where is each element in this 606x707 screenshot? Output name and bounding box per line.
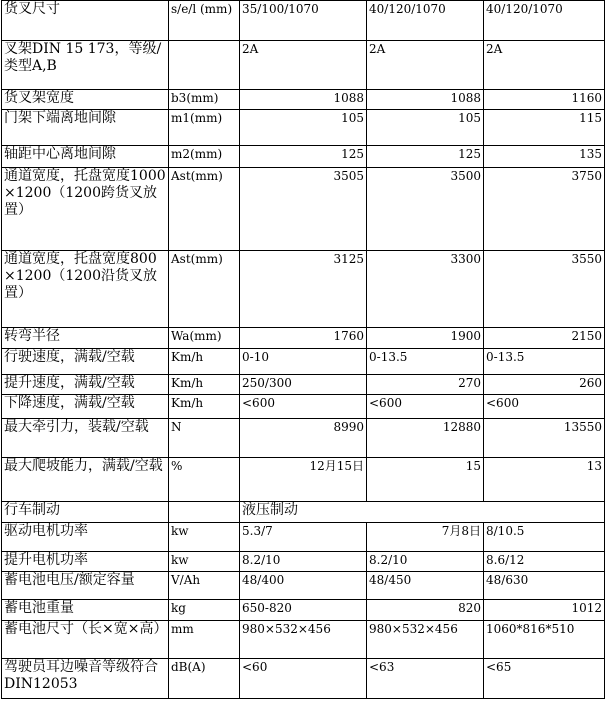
value-cell: 1900 [367,328,484,349]
value-cell: 48/400 [240,572,367,600]
value-cell: 0-10 [240,349,367,375]
value-cell: 3750 [484,168,605,251]
value-cell: 650-820 [240,600,367,621]
row-unit [169,502,240,523]
value-cell: <65 [484,659,605,699]
table-row [2,395,605,419]
value-cell: 260 [484,375,605,395]
row-label: 叉架DIN 15 173，等级/类型A,B [2,41,169,90]
value-cell: 0-13.5 [367,349,484,375]
value-cell: 5.3/7 [240,523,367,552]
row-label: 驱动电机功率 [2,523,169,552]
value-cell: 2A [367,41,484,90]
table-row [2,523,605,552]
value-cell: 105 [240,110,367,146]
row-unit: N [169,419,240,458]
row-unit: Km/h [169,349,240,375]
row-unit: mm [169,621,240,659]
row-label: 提升速度，满载/空载 [2,375,169,395]
value-cell: 1760 [240,328,367,349]
value-cell: 35/100/1070 [240,1,367,41]
row-unit: dB(A) [169,659,240,699]
table-row [2,621,605,659]
row-unit: kw [169,552,240,572]
table-row [2,458,605,502]
row-unit: b3(mm) [169,90,240,110]
value-cell: <600 [240,395,367,419]
table-row [2,419,605,458]
row-label: 轴距中心离地间隙 [2,146,169,168]
value-cell: 980×532×456 [240,621,367,659]
value-cell: 3125 [240,251,367,328]
table-row [2,146,605,168]
table-row [2,375,605,395]
value-cell: 250/300 [240,375,367,395]
value-cell: 125 [240,146,367,168]
value-cell: 15 [367,458,484,502]
table-row [2,251,605,328]
table-row [2,1,605,41]
value-cell: <600 [367,395,484,419]
value-cell: 0-13.5 [484,349,605,375]
row-label: 通道宽度，托盘宽度800×1200（1200沿货叉放置） [2,251,169,328]
row-unit: Wa(mm) [169,328,240,349]
table-row [2,552,605,572]
value-cell: <60 [240,659,367,699]
value-cell: <600 [484,395,605,419]
value-cell: 1160 [484,90,605,110]
row-label: 行驶速度，满载/空载 [2,349,169,375]
value-cell: 3505 [240,168,367,251]
value-cell: 13 [484,458,605,502]
table-row [2,168,605,251]
value-cell: 8/10.5 [484,523,605,552]
value-cell: 8.2/10 [367,552,484,572]
row-label: 货叉尺寸 [2,1,169,41]
table-row [2,502,605,523]
table-row [2,659,605,699]
value-cell: 2A [240,41,367,90]
table-row [2,600,605,621]
row-unit: Ast(mm) [169,251,240,328]
value-cell: 3550 [484,251,605,328]
row-label: 最大爬坡能力，满载/空载 [2,458,169,502]
row-label: 转弯半径 [2,328,169,349]
table-row [2,90,605,110]
row-label: 蓄电池尺寸（长×宽×高） [2,621,169,659]
row-label: 货叉架宽度 [2,90,169,110]
table-row [2,110,605,146]
row-unit: m1(mm) [169,110,240,146]
table-row [2,349,605,375]
row-unit: % [169,458,240,502]
value-cell: 125 [367,146,484,168]
row-label: 最大牵引力，装载/空载 [2,419,169,458]
value-cell: 115 [484,110,605,146]
value-cell: 8.6/12 [484,552,605,572]
row-label: 蓄电池电压/额定容量 [2,572,169,600]
value-cell: 48/630 [484,572,605,600]
value-cell: 40/120/1070 [484,1,605,41]
row-unit: m2(mm) [169,146,240,168]
value-cell: 1088 [240,90,367,110]
value-cell: 270 [367,375,484,395]
value-cell: 980×532×456 [367,621,484,659]
row-label: 下降速度，满载/空载 [2,395,169,419]
row-label: 通道宽度，托盘宽度1000×1200（1200跨货叉放置） [2,168,169,251]
table-row [2,572,605,600]
table-row [2,41,605,90]
value-cell: 13550 [484,419,605,458]
row-unit: Km/h [169,395,240,419]
row-label: 行车制动 [2,502,169,523]
row-unit [169,41,240,90]
value-cell: 135 [484,146,605,168]
row-unit: s/e/l (mm) [169,1,240,41]
row-unit: V/Ah [169,572,240,600]
row-label: 提升电机功率 [2,552,169,572]
row-unit: kg [169,600,240,621]
table-row [2,328,605,349]
value-cell: 1088 [367,90,484,110]
value-cell: <63 [367,659,484,699]
value-cell: 12月15日 [240,458,367,502]
value-cell: 2150 [484,328,605,349]
spec-table [1,0,605,699]
row-unit: kw [169,523,240,552]
value-cell: 液压制动 [240,502,605,523]
row-unit: Km/h [169,375,240,395]
value-cell: 1060*816*510 [484,621,605,659]
row-label: 驾驶员耳边噪音等级符合DIN12053 [2,659,169,699]
value-cell: 3500 [367,168,484,251]
value-cell: 1012 [484,600,605,621]
value-cell: 2A [484,41,605,90]
value-cell: 40/120/1070 [367,1,484,41]
row-label: 门架下端离地间隙 [2,110,169,146]
value-cell: 105 [367,110,484,146]
value-cell: 8990 [240,419,367,458]
row-unit: Ast(mm) [169,168,240,251]
row-label: 蓄电池重量 [2,600,169,621]
value-cell: 48/450 [367,572,484,600]
value-cell: 12880 [367,419,484,458]
value-cell: 8.2/10 [240,552,367,572]
value-cell: 820 [367,600,484,621]
value-cell: 3300 [367,251,484,328]
value-cell: 7月8日 [367,523,484,552]
